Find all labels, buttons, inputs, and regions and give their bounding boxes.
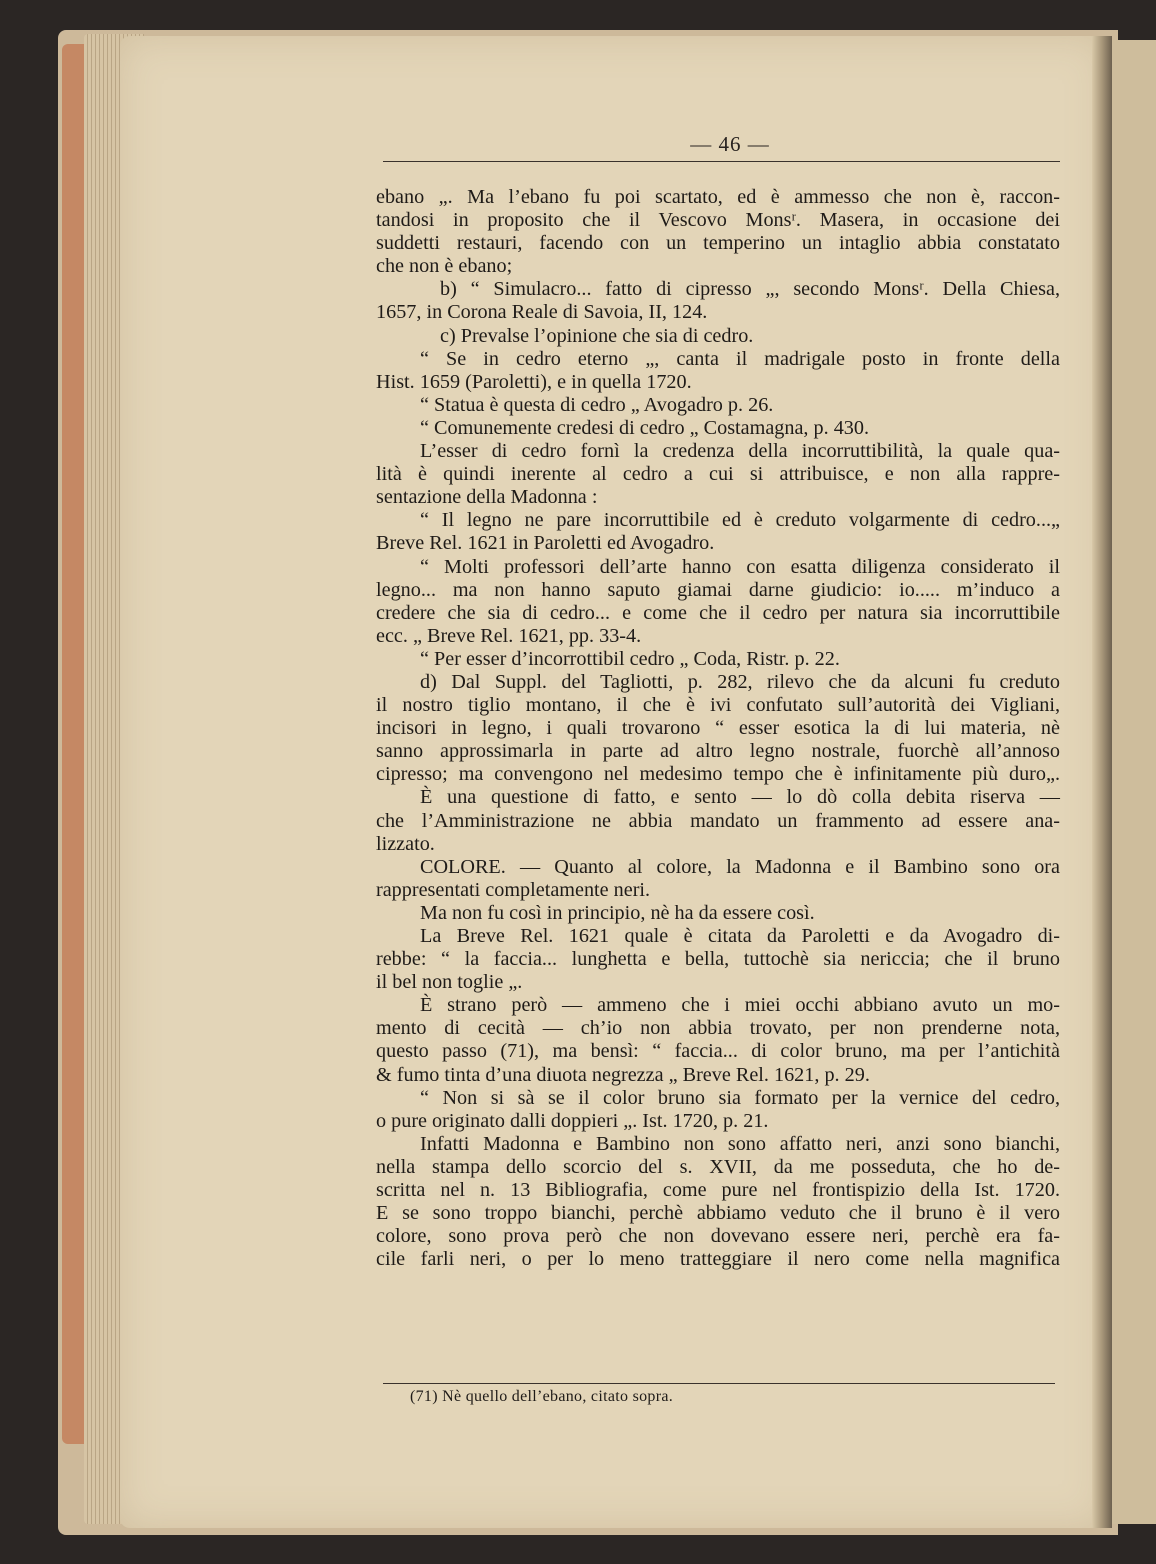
text-line: che l’Amministrazione ne abbia mandato un frammento ad essere ana- bbox=[376, 809, 1060, 832]
text-line: il bel non toglie „. bbox=[376, 971, 523, 994]
text-line: lizzato. bbox=[376, 832, 435, 855]
text-line: cile farli neri, o per lo meno tratteggiare il nero come nella magnifica bbox=[376, 1248, 1060, 1271]
book-gutter bbox=[1092, 36, 1112, 1528]
text-line: rappresentati completamente neri. bbox=[376, 878, 651, 901]
text-line: credere che sia di cedro... e come che il cedro per natura sia incorruttibile bbox=[376, 601, 1060, 624]
text-line: tandosi in proposito che il Vescovo Monsʳ. Masera, in occasione dei bbox=[376, 209, 1060, 232]
text-line: La Breve Rel. 1621 quale è citata da Paroletti e da Avogadro di- bbox=[420, 925, 1060, 947]
text-line: d) Dal Suppl. del Tagliotti, p. 282, rilevo che da alcuni fu creduto bbox=[420, 670, 1060, 693]
text-line: Breve Rel. 1621 in Paroletti ed Avogadro. bbox=[376, 532, 715, 555]
text-line: nella stampa dello scorcio del s. XVII, da me posseduta, che ho de- bbox=[376, 1155, 1060, 1178]
text-line: cipresso; ma convengono nel medesimo tempo che è infinitamente più duro„. bbox=[376, 763, 1060, 786]
page-number: — 46 — bbox=[690, 132, 770, 156]
text-line: ebano „. Ma l’ebano fu poi scartato, ed è ammesso che non è, raccon- bbox=[376, 186, 1060, 208]
text-line: il nostro tiglio montano, il che è ivi confutato sull’autorità dei Vigliani, bbox=[376, 694, 1060, 717]
text-line: lità è quindi inerente al cedro a cui si attribuisce, e non alla rappre- bbox=[376, 463, 1060, 486]
text-line: “ Per esser d’incorrottibil cedro „ Coda, Ristr. p. 22. bbox=[420, 647, 840, 670]
text-line: b) “ Simulacro... fatto di cipresso „, secondo Monsʳ. Della Chiesa, bbox=[440, 278, 1060, 301]
text-line: che non è ebano; bbox=[376, 255, 513, 278]
text-line: & fumo tinta d’una diuota negrezza „ Breve Rel. 1621, p. 29. bbox=[376, 1063, 870, 1086]
text-line: mento di cecità — ch’io non abbia trovato, per non prenderne nota, bbox=[376, 1017, 1060, 1040]
text-line: E se sono troppo bianchi, perchè abbiamo veduto che il bruno è il vero bbox=[376, 1202, 1060, 1225]
footnote: (71) Nè quello dell’ebano, citato sopra. bbox=[410, 1388, 674, 1405]
header-rule bbox=[383, 161, 1060, 162]
text-line: c) Prevalse l’opinione che sia di cedro. bbox=[440, 324, 754, 347]
text-line: Ma non fu così in principio, nè ha da essere così. bbox=[420, 901, 815, 924]
text-line: legno... ma non hanno saputo giamai darne giudicio: io..... m’induco a bbox=[376, 578, 1060, 601]
text-line: o pure originato dalli doppieri „. Ist. 1720, p. 21. bbox=[376, 1109, 769, 1132]
text-line: “ Se in cedro eterno „, canta il madrigale posto in fronte della bbox=[420, 347, 1060, 370]
text-line: questo passo (71), ma bensì: “ faccia... di color bruno, ma per l’antichità bbox=[376, 1040, 1060, 1063]
text-line: rebbe: “ la faccia... lunghetta e bella, tuttochè sia nericcia; che il bruno bbox=[376, 948, 1060, 971]
text-line: COLORE. — Quanto al colore, la Madonna e il Bambino sono ora bbox=[420, 855, 1060, 878]
text-line: sentazione della Madonna : bbox=[376, 486, 598, 509]
text-line: ecc. „ Breve Rel. 1621, pp. 33-4. bbox=[376, 624, 642, 647]
text-line: Hist. 1659 (Paroletti), e in quella 1720. bbox=[376, 370, 692, 393]
facing-page-edge bbox=[1112, 40, 1156, 1524]
text-line: L’esser di cedro fornì la credenza della incorruttibilità, la quale qua- bbox=[420, 440, 1060, 463]
text-line: 1657, in Corona Reale di Savoia, II, 124. bbox=[376, 301, 708, 324]
text-line: “ Comunemente credesi di cedro „ Costamagna, p. 430. bbox=[420, 416, 870, 439]
text-line: “ Il legno ne pare incorruttibile ed è creduto volgarmente di cedro...„ bbox=[420, 509, 1060, 532]
text-line: sanno approssimarla in parte ad altro legno nostrale, fuorchè all’annoso bbox=[376, 740, 1060, 763]
text-line: Infatti Madonna e Bambino non sono affatto neri, anzi sono bianchi, bbox=[420, 1132, 1060, 1155]
text-line: colore, sono prova però che non dovevano essere neri, perchè era fa- bbox=[376, 1225, 1060, 1248]
text-line: suddetti restauri, facendo con un temperino un intaglio abbia constatato bbox=[376, 232, 1060, 255]
text-line: È una questione di fatto, e sento — lo dò colla debita riserva — bbox=[420, 786, 1060, 809]
cover-edge bbox=[62, 44, 86, 1444]
body-text bbox=[376, 186, 1060, 1271]
text-line: “ Statua è questa di cedro „ Avogadro p. 26. bbox=[420, 393, 774, 416]
text-line: “ Molti professori dell’arte hanno con esatta diligenza considerato il bbox=[420, 555, 1060, 578]
text-line: “ Non si sà se il color bruno sia formato per la vernice del cedro, bbox=[420, 1086, 1060, 1109]
text-line: incisori in legno, i quali trovarono “ esser esotica la di lui materia, nè bbox=[376, 717, 1060, 740]
text-line: È strano però — ammeno che i miei occhi abbiano avuto un mo- bbox=[420, 994, 1060, 1017]
footnote-rule bbox=[383, 1383, 1055, 1384]
text-line: scritta nel n. 13 Bibliografia, come pure nel frontispizio della Ist. 1720. bbox=[376, 1179, 1060, 1202]
